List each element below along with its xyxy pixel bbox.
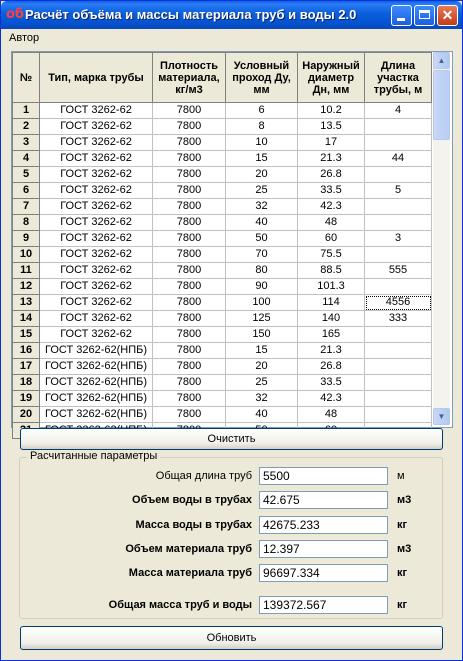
total-mass-unit: кг xyxy=(397,599,408,611)
title-bar[interactable] xyxy=(1,1,462,29)
menu-author[interactable]: Автор xyxy=(9,32,40,44)
table-cell[interactable]: 7800 xyxy=(153,103,226,119)
header-cell[interactable]: № xyxy=(13,53,40,103)
table-cell[interactable]: ГОСТ 3262-62 xyxy=(40,199,153,215)
table-cell[interactable]: 7800 xyxy=(153,167,226,183)
table-cell[interactable]: 7800 xyxy=(153,343,226,359)
table-cell[interactable] xyxy=(365,359,432,375)
clear-button[interactable]: Очистить xyxy=(20,428,443,450)
table-cell[interactable]: ГОСТ 3262-62 xyxy=(40,151,153,167)
scroll-thumb[interactable] xyxy=(433,70,450,140)
table-cell[interactable]: 7800 xyxy=(153,215,226,231)
results-group-label: Расчитанные параметры xyxy=(27,450,160,462)
table-cell[interactable]: 33.5 xyxy=(298,375,365,391)
material-mass-field[interactable]: 96697.334 xyxy=(259,564,388,582)
water-mass-unit: кг xyxy=(397,519,408,531)
total-length-unit: м xyxy=(397,470,405,482)
material-mass-label: Масса материала труб xyxy=(128,567,252,579)
chevron-down-icon: ▼ xyxy=(437,412,446,421)
table-scrollbar[interactable] xyxy=(433,52,450,425)
table-cell[interactable]: 140 xyxy=(298,311,365,327)
row-number-cell[interactable]: 20 xyxy=(13,407,40,423)
table-cell[interactable]: 10 xyxy=(226,135,298,151)
row-number-cell[interactable]: 1 xyxy=(13,103,40,119)
table-cell[interactable]: 100 xyxy=(226,295,298,311)
table-row[interactable] xyxy=(13,215,432,231)
table-cell[interactable]: 32 xyxy=(226,199,298,215)
table-cell[interactable] xyxy=(365,391,432,407)
table-cell[interactable] xyxy=(365,279,432,295)
water-volume-unit: м3 xyxy=(397,494,412,506)
row-number-cell[interactable]: 14 xyxy=(13,311,40,327)
row-number-cell[interactable]: 13 xyxy=(13,295,40,311)
row-number-cell[interactable]: 17 xyxy=(13,359,40,375)
row-number-cell[interactable]: 10 xyxy=(13,247,40,263)
total-mass-label: Общая масса труб и воды xyxy=(108,599,252,611)
chevron-up-icon: ▲ xyxy=(437,56,446,65)
row-number-cell[interactable]: 4 xyxy=(13,151,40,167)
material-volume-label: Объем материала труб xyxy=(125,543,252,555)
table-cell[interactable]: 42.3 xyxy=(298,199,365,215)
row-number-cell[interactable]: 11 xyxy=(13,263,40,279)
material-mass-unit: кг xyxy=(397,567,408,579)
table-row[interactable] xyxy=(13,375,432,391)
table-cell[interactable]: ГОСТ 3262-62 xyxy=(40,231,153,247)
material-volume-field[interactable]: 12.397 xyxy=(259,540,388,558)
table-cell[interactable]: 15 xyxy=(226,151,298,167)
table-row[interactable] xyxy=(13,231,432,247)
table-row[interactable] xyxy=(13,103,432,119)
table-row[interactable] xyxy=(13,135,432,151)
table-cell[interactable]: 333 xyxy=(365,311,432,327)
table-cell[interactable]: 7800 xyxy=(153,279,226,295)
window-title: Расчёт объёма и массы материала труб и воды 2.0 xyxy=(25,7,357,22)
header-cell[interactable]: Наружный диаметр Дн, мм xyxy=(298,53,365,103)
row-number-cell[interactable]: 12 xyxy=(13,279,40,295)
row-number-cell[interactable]: 5 xyxy=(13,167,40,183)
table-cell[interactable]: 75.5 xyxy=(298,247,365,263)
table-cell[interactable]: ГОСТ 3262-62(НПБ) xyxy=(40,343,153,359)
minimize-icon xyxy=(397,18,405,21)
table-cell[interactable]: 80 xyxy=(226,263,298,279)
table-cell[interactable]: 50 xyxy=(226,231,298,247)
water-mass-field[interactable]: 42675.233 xyxy=(259,516,388,534)
table-row[interactable] xyxy=(13,167,432,183)
table-cell[interactable]: ГОСТ 3262-62 xyxy=(40,327,153,343)
pipe-table[interactable] xyxy=(11,51,453,428)
app-icon: об xyxy=(6,7,25,22)
table-cell[interactable]: 40 xyxy=(226,215,298,231)
table-cell[interactable]: ГОСТ 3262-62 xyxy=(40,263,153,279)
water-mass-label: Масса воды в трубах xyxy=(135,519,252,531)
table-cell[interactable]: 3 xyxy=(365,231,432,247)
row-number-cell[interactable]: 2 xyxy=(13,119,40,135)
table-cell[interactable]: 7800 xyxy=(153,391,226,407)
table-cell[interactable] xyxy=(365,327,432,343)
header-cell[interactable]: Условный проход Ду, мм xyxy=(226,53,298,103)
table-cell[interactable] xyxy=(365,135,432,151)
table-cell[interactable] xyxy=(365,119,432,135)
table-cell[interactable]: 33.5 xyxy=(298,183,365,199)
table-cell[interactable]: ГОСТ 3262-62(НПБ) xyxy=(40,391,153,407)
table-cell[interactable]: 4 xyxy=(365,103,432,119)
pipe-grid xyxy=(12,52,432,439)
table-cell[interactable]: 8 xyxy=(226,119,298,135)
scroll-down-button[interactable] xyxy=(433,408,450,425)
row-number-cell[interactable]: 7 xyxy=(13,199,40,215)
table-cell[interactable]: 7800 xyxy=(153,119,226,135)
table-cell[interactable]: 7800 xyxy=(153,359,226,375)
header-cell[interactable]: Длина участка трубы, м xyxy=(365,53,432,103)
table-cell[interactable]: 26.8 xyxy=(298,359,365,375)
row-number-cell[interactable]: 6 xyxy=(13,183,40,199)
table-cell[interactable]: 10.2 xyxy=(298,103,365,119)
table-row[interactable] xyxy=(13,407,432,423)
table-cell[interactable] xyxy=(365,247,432,263)
table-cell[interactable]: 4556 xyxy=(365,295,432,311)
table-cell[interactable]: ГОСТ 3262-62(НПБ) xyxy=(40,375,153,391)
table-cell[interactable]: 7800 xyxy=(153,231,226,247)
table-cell[interactable]: 150 xyxy=(226,327,298,343)
maximize-button[interactable] xyxy=(414,5,435,26)
table-cell[interactable]: 32 xyxy=(226,391,298,407)
refresh-button[interactable]: Обновить xyxy=(20,626,443,650)
table-cell[interactable]: ГОСТ 3262-62 xyxy=(40,103,153,119)
table-row[interactable] xyxy=(13,295,432,311)
row-number-cell[interactable]: 18 xyxy=(13,375,40,391)
table-cell[interactable]: 7800 xyxy=(153,263,226,279)
table-cell[interactable]: 25 xyxy=(226,375,298,391)
table-cell[interactable]: 70 xyxy=(226,247,298,263)
table-cell[interactable] xyxy=(365,375,432,391)
table-cell[interactable]: ГОСТ 3262-62 xyxy=(40,183,153,199)
table-cell[interactable]: 42.3 xyxy=(298,391,365,407)
scroll-up-button[interactable] xyxy=(433,52,450,69)
table-cell[interactable]: 5 xyxy=(365,183,432,199)
water-volume-field[interactable]: 42.675 xyxy=(259,491,388,509)
table-row[interactable] xyxy=(13,263,432,279)
table-row[interactable] xyxy=(13,359,432,375)
row-number-cell[interactable]: 19 xyxy=(13,391,40,407)
table-row[interactable] xyxy=(13,247,432,263)
table-row[interactable] xyxy=(13,327,432,343)
water-volume-label: Объем воды в трубах xyxy=(132,494,252,506)
close-icon: ✕ xyxy=(441,7,454,23)
table-cell[interactable]: 7800 xyxy=(153,375,226,391)
table-cell[interactable]: ГОСТ 3262-62 xyxy=(40,119,153,135)
table-cell[interactable]: 7800 xyxy=(153,311,226,327)
table-cell[interactable]: ГОСТ 3262-62 xyxy=(40,247,153,263)
total-length-field[interactable]: 5500 xyxy=(259,467,388,485)
maximize-icon xyxy=(419,10,430,19)
table-cell[interactable]: 88.5 xyxy=(298,263,365,279)
table-cell[interactable]: 7800 xyxy=(153,151,226,167)
header-cell[interactable]: Плотность материала, кг/м3 xyxy=(153,53,226,103)
table-cell[interactable]: 125 xyxy=(226,311,298,327)
table-cell[interactable]: 7800 xyxy=(153,183,226,199)
menu-bar xyxy=(1,29,462,47)
table-row[interactable] xyxy=(13,199,432,215)
table-cell[interactable]: 90 xyxy=(226,279,298,295)
table-row[interactable] xyxy=(13,343,432,359)
table-cell[interactable] xyxy=(365,407,432,423)
table-cell[interactable]: 7800 xyxy=(153,135,226,151)
table-cell[interactable] xyxy=(365,343,432,359)
table-cell[interactable]: 7800 xyxy=(153,199,226,215)
table-cell[interactable]: ГОСТ 3262-62(НПБ) xyxy=(40,407,153,423)
table-cell[interactable]: 25 xyxy=(226,183,298,199)
table-cell[interactable]: 26.8 xyxy=(298,167,365,183)
table-cell[interactable]: 7800 xyxy=(153,407,226,423)
table-row[interactable] xyxy=(13,183,432,199)
table-cell[interactable]: 13.5 xyxy=(298,119,365,135)
table-cell[interactable]: 17 xyxy=(298,135,365,151)
table-cell[interactable] xyxy=(365,215,432,231)
table-cell[interactable] xyxy=(365,167,432,183)
total-mass-field[interactable]: 139372.567 xyxy=(259,596,388,614)
table-row[interactable] xyxy=(13,391,432,407)
header-cell[interactable]: Тип, марка трубы xyxy=(40,53,153,103)
row-number-cell[interactable]: 9 xyxy=(13,231,40,247)
table-cell[interactable]: 20 xyxy=(226,167,298,183)
close-button[interactable] xyxy=(437,5,458,26)
table-cell[interactable]: 15 xyxy=(226,343,298,359)
row-number-cell[interactable]: 15 xyxy=(13,327,40,343)
table-row[interactable] xyxy=(13,311,432,327)
table-cell[interactable]: 48 xyxy=(298,407,365,423)
row-number-cell[interactable]: 16 xyxy=(13,343,40,359)
table-cell[interactable]: 101.3 xyxy=(298,279,365,295)
table-cell[interactable]: ГОСТ 3262-62 xyxy=(40,279,153,295)
table-cell[interactable]: 555 xyxy=(365,263,432,279)
table-cell[interactable]: 40 xyxy=(226,407,298,423)
table-cell[interactable]: 7800 xyxy=(153,295,226,311)
table-cell[interactable]: ГОСТ 3262-62 xyxy=(40,215,153,231)
table-cell[interactable]: ГОСТ 3262-62(НПБ) xyxy=(40,359,153,375)
table-cell[interactable]: 6 xyxy=(226,103,298,119)
row-number-cell[interactable]: 8 xyxy=(13,215,40,231)
table-cell[interactable]: 21.3 xyxy=(298,343,365,359)
header-row xyxy=(13,53,432,103)
row-number-cell[interactable]: 3 xyxy=(13,135,40,151)
table-cell[interactable] xyxy=(365,199,432,215)
table-cell[interactable]: 7800 xyxy=(153,247,226,263)
table-cell[interactable]: 44 xyxy=(365,151,432,167)
table-cell[interactable]: 48 xyxy=(298,215,365,231)
table-cell[interactable]: 7800 xyxy=(153,327,226,343)
table-row[interactable] xyxy=(13,119,432,135)
table-cell[interactable]: ГОСТ 3262-62 xyxy=(40,135,153,151)
table-row[interactable] xyxy=(13,151,432,167)
table-cell[interactable]: ГОСТ 3262-62 xyxy=(40,311,153,327)
table-cell[interactable]: ГОСТ 3262-62 xyxy=(40,167,153,183)
table-cell[interactable]: 60 xyxy=(298,231,365,247)
table-cell[interactable]: ГОСТ 3262-62 xyxy=(40,295,153,311)
table-row[interactable] xyxy=(13,279,432,295)
table-cell[interactable]: 20 xyxy=(226,359,298,375)
total-length-label: Общая длина труб xyxy=(155,470,252,482)
table-cell[interactable]: 21.3 xyxy=(298,151,365,167)
table-cell[interactable]: 114 xyxy=(298,295,365,311)
material-volume-unit: м3 xyxy=(397,543,412,555)
minimize-button[interactable] xyxy=(391,5,412,26)
table-cell[interactable]: 165 xyxy=(298,327,365,343)
